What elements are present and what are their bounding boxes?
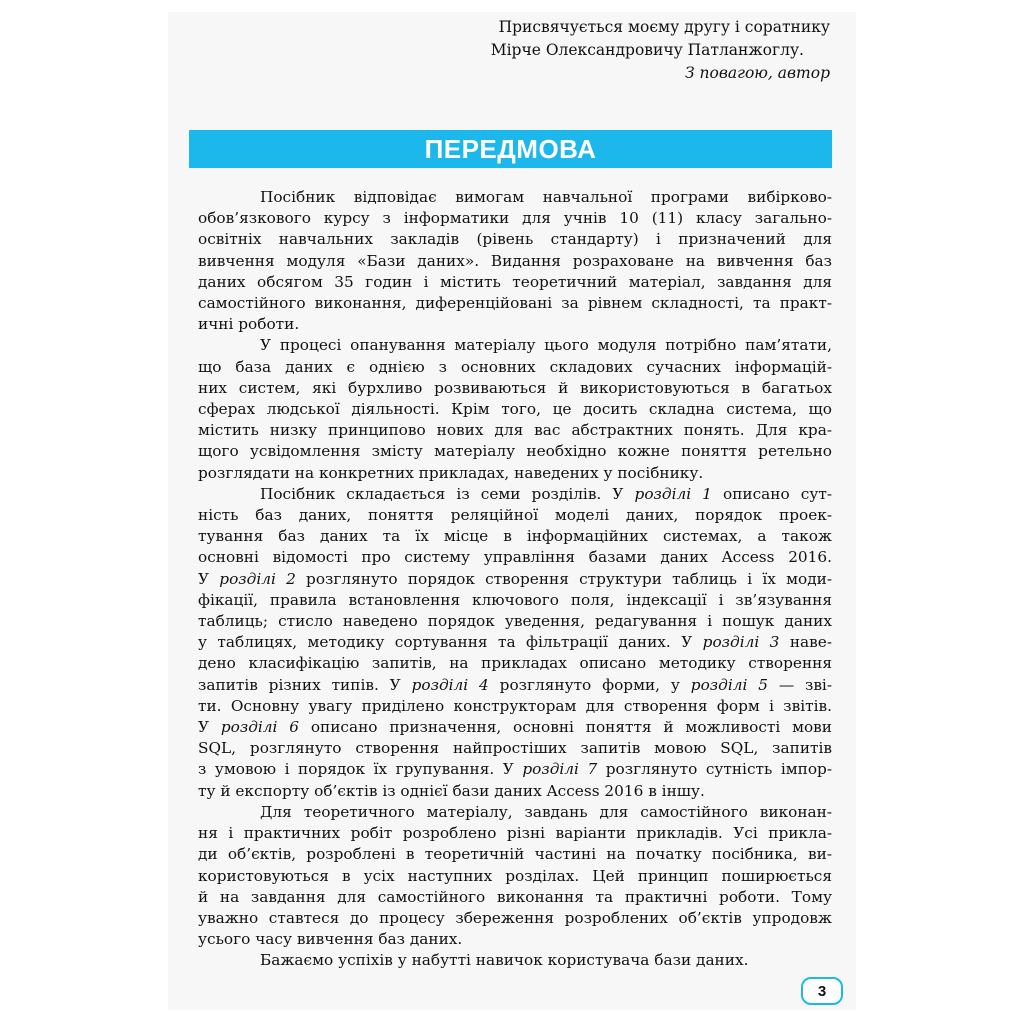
text-line: дено класифікацію запитів, на прикладах описано методику створення bbox=[198, 654, 832, 673]
text-line: ичні роботи. bbox=[198, 315, 300, 334]
text-line: щого усвідомлення змісту матеріалу необхідно кожне поняття ретельно bbox=[198, 442, 832, 461]
text-line: що база даних є однією з основних складових сучасних інформацій- bbox=[198, 357, 832, 376]
text-line: уважно ставтеся до процесу збереження розроблених об’єктів упродовж bbox=[198, 908, 832, 927]
text-line: самостійного виконання, диференційовані за рівнем складності, та практ- bbox=[198, 294, 832, 313]
text-line: основні відомості про систему управління базами даних Access 2016. bbox=[198, 548, 832, 567]
dedication-line: Присвячується моєму другу і соратнику bbox=[498, 18, 830, 36]
text-line: вивчення модуля «Бази даних». Видання розраховане на вивчення баз bbox=[198, 251, 832, 270]
text-line: У розділі 2 розглянуто порядок створення структури таблиць і їх моди- bbox=[198, 569, 832, 588]
text-line: ня і практичних робіт розроблено різні варіанти прикладів. Усі прикла- bbox=[198, 824, 832, 843]
text-line: запитів різних типів. У розділі 4 розглянуто форми, у розділі 5 — зві- bbox=[198, 675, 832, 694]
text-line: У розділі 6 описано призначення, основні поняття й можливості мови bbox=[198, 718, 832, 737]
text-line: з умовою і порядок їх групування. У розділі 7 розглянуто сутність імпор- bbox=[198, 760, 832, 779]
text-line: Бажаємо успіхів у набутті навичок користувача бази даних. bbox=[260, 951, 749, 970]
text-line: ти. Основну увагу приділено конструкторам для створення форм і звітів. bbox=[198, 696, 832, 715]
dedication-signature: З повагою, автор bbox=[684, 64, 830, 82]
text-line: сферах людської діяльності. Крім того, це досить складна система, що bbox=[198, 400, 832, 419]
preface-body bbox=[198, 187, 832, 972]
text-line: Посібник складається із семи розділів. У розділі 1 описано сут- bbox=[260, 484, 832, 503]
text-line: ність баз даних, поняття реляційної моделі даних, порядок проек- bbox=[198, 506, 832, 525]
text-line: користовуються в усіх наступних розділах. Цей принцип поширюється bbox=[198, 866, 832, 885]
text-line: тування баз даних та їх місце в інформаційних системах, а також bbox=[198, 527, 832, 546]
text-line: містить низку принципово нових для вас абстрактних понять. Для кра- bbox=[198, 421, 832, 440]
paragraph bbox=[198, 484, 832, 802]
text-line: розглядати на конкретних прикладах, наведених у посібнику. bbox=[198, 463, 704, 482]
text-line: ди об’єктів, розроблені в теоретичній частині на початку посібника, ви- bbox=[198, 845, 832, 864]
text-line: фікації, правила встановлення ключового поля, індексації і зв’язування bbox=[198, 590, 832, 609]
text-line: SQL, розглянуто створення найпростіших запитів мовою SQL, запитів bbox=[198, 739, 832, 758]
text-line: Посібник відповідає вимогам навчальної програми вибірково- bbox=[260, 188, 832, 206]
paragraph bbox=[198, 187, 832, 335]
text-line: освітніх навчальних закладів (рівень стандарту) і призначений для bbox=[198, 230, 832, 249]
book-page bbox=[168, 12, 856, 1010]
paragraph bbox=[198, 802, 832, 950]
text-line: усього часу вивчення баз даних. bbox=[198, 930, 463, 949]
paragraph bbox=[198, 950, 832, 971]
dedication-line: Мірче Олександровичу Патланжоглу. bbox=[490, 41, 804, 59]
text-line: них систем, які бурхливо розвиваються й використовуються в багатьох bbox=[198, 378, 832, 397]
text-line: у таблицях, методику сортування та фільтрації даних. У розділі 3 наве- bbox=[198, 633, 832, 652]
section-title-bar bbox=[189, 130, 832, 168]
text-line: таблиць; стисло наведено порядок уведення, редагування і пошук даних bbox=[198, 612, 832, 631]
text-line: ту й експорту об’єктів із однієї бази даних Access 2016 в іншу. bbox=[198, 781, 705, 800]
text-line: даних обсягом 35 годин і містить теоретичний матеріал, завдання для bbox=[198, 272, 832, 291]
text-line: У процесі опанування матеріалу цього модуля потрібно пам’ятати, bbox=[260, 336, 832, 355]
text-line: Для теоретичного матеріалу, завдань для самостійного виконан- bbox=[260, 802, 832, 821]
paragraph bbox=[198, 335, 832, 483]
page-number: 3 bbox=[801, 977, 843, 1005]
page-title: ПЕРЕДМОВА bbox=[424, 133, 597, 164]
text-line: й на завдання для самостійного виконання та практичні роботи. Тому bbox=[198, 887, 832, 906]
dedication bbox=[491, 16, 830, 85]
text-line: обов’язкового курсу з інформатики для учнів 10 (11) класу загально- bbox=[198, 209, 832, 228]
